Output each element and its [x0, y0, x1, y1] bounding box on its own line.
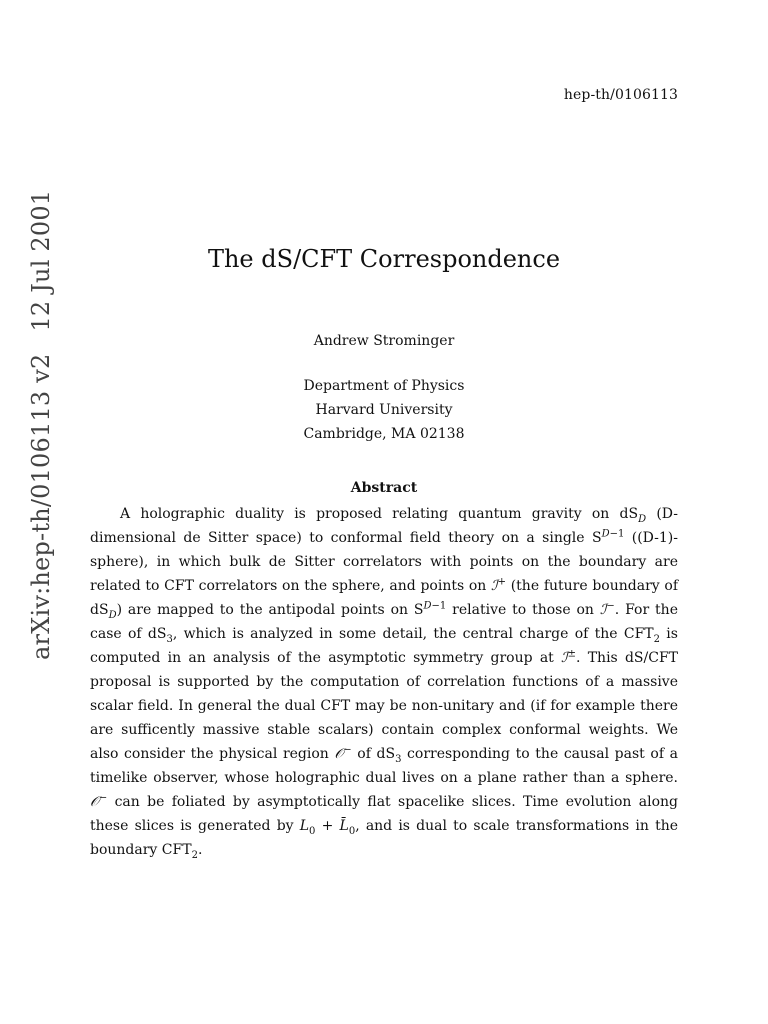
report-number: hep-th/0106113: [563, 87, 678, 103]
affiliation-university: Harvard University: [315, 402, 453, 418]
affiliation-department: Department of Physics: [303, 378, 465, 394]
abstract-heading: Abstract: [350, 480, 418, 496]
author-name: Andrew Strominger: [313, 333, 455, 349]
arxiv-id: arXiv:hep-th/0106113 v2: [27, 353, 55, 660]
paper-title: The dS/CFT Correspondence: [207, 245, 561, 273]
affiliation-address: Cambridge, MA 02138: [303, 426, 465, 442]
arxiv-date: 12 Jul 2001: [27, 189, 55, 332]
abstract-body: A holographic duality is proposed relating quantum gravity on $dS_D$ (D-dimensional de Sitter space) to conformal field theory on a single $S^{D-1}$ ((D-1)-sphere), in which bulk de Sitter correlators with points on the boundary are related to CFT correlators on the sphere, and points on ℐ+ (the future boundary of $dS_D$) are mapped to the antipodal points on $S^{D-1}$ relative to those on ℐ−. For the case of $dS_3$, which is analyzed in some detail, the central charge of the $CFT_2$ is computed in an analysis of the asymptotic symmetry group at ℐ±. This dS/CFT proposal is supported by the computation of correlation functions of a massive scalar field. In general the dual CFT may be non-unitary and (if for example there are sufficently massive stable scalars) contain complex conformal weights. We also consider the physical region 𝒪− of $dS_3$ corresponding to the causal past of a timelike observer, whose holographic dual lives on a plane rather than a sphere. 𝒪− can be foliated by asymptotically flat spacelike slices. Time evolution along these slices is generated by $L_0$ + $L̄_0$, and is dual to scale transformations in the boundary $CFT_2$.: [90, 506, 679, 861]
affiliation: [0, 374, 768, 446]
